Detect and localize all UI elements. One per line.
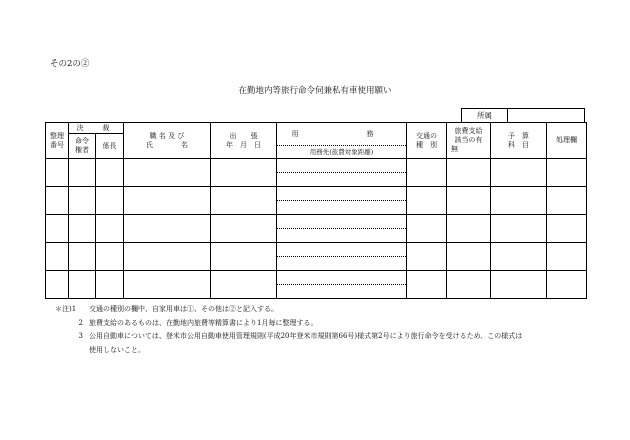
serial-cell[interactable] <box>46 271 69 299</box>
note-item <box>55 303 595 317</box>
approval-header: 決 裁 <box>69 123 124 134</box>
budget-cell[interactable] <box>491 243 547 271</box>
purpose-cell[interactable] <box>277 159 407 187</box>
purpose-header: 用 務 用務先(旅費対象距離) <box>277 123 407 159</box>
destination-field[interactable] <box>277 228 406 242</box>
chief-header: 係長 <box>96 134 124 159</box>
purpose-field[interactable] <box>277 215 406 228</box>
note-text: 旅費支給のあるものは、在勤地内旅費等精算書により1月毎に整理する。 <box>89 318 318 327</box>
trip-date-header: 出 張 年 月 日 <box>211 123 277 159</box>
note-number: ＊注)1 <box>55 305 77 313</box>
travel-expense-cell[interactable] <box>447 271 491 299</box>
commander-header: 命令 権者 <box>69 134 96 159</box>
purpose-cell[interactable] <box>277 215 407 243</box>
note-number: 2 <box>78 318 83 327</box>
commander-cell[interactable] <box>69 215 96 243</box>
form-code: その2の② <box>50 59 90 69</box>
note-text: 交通の種別の欄中、自家用車は①、その他は②と記入する。 <box>89 305 278 313</box>
serial-cell[interactable] <box>46 243 69 271</box>
budget-cell[interactable] <box>491 187 547 215</box>
chief-cell[interactable] <box>96 215 124 243</box>
trip-date-cell[interactable] <box>211 159 277 187</box>
transport-cell[interactable] <box>407 271 447 299</box>
chief-cell[interactable] <box>96 187 124 215</box>
name-header: 職 名 及 び 氏 名 <box>124 123 211 159</box>
destination-field[interactable] <box>277 200 406 214</box>
commander-cell[interactable] <box>69 271 96 299</box>
name-cell[interactable] <box>124 187 211 215</box>
destination-field[interactable] <box>277 284 406 298</box>
purpose-field[interactable] <box>277 187 406 200</box>
purpose-cell[interactable] <box>277 187 407 215</box>
transport-cell[interactable] <box>407 215 447 243</box>
note-item <box>55 317 595 331</box>
processing-cell[interactable] <box>547 159 587 187</box>
note-text: 公用自動車については、登米市公用自動車使用管理規則(平成20年登米市規則第66号)様式第2号により旅行命令を受けるため、この様式は <box>89 332 523 340</box>
commander-cell[interactable] <box>69 187 96 215</box>
processing-cell[interactable] <box>547 187 587 215</box>
commander-cell[interactable] <box>69 159 96 187</box>
name-cell[interactable] <box>124 243 211 271</box>
note-item <box>55 344 595 358</box>
processing-cell[interactable] <box>547 243 587 271</box>
note-text: 使用しないこと。 <box>89 345 145 354</box>
transport-cell[interactable] <box>407 159 447 187</box>
chief-cell[interactable] <box>96 271 124 299</box>
form-title: 在勤地内等旅行命令伺兼私有車使用願い <box>238 86 392 96</box>
travel-expense-cell[interactable] <box>447 187 491 215</box>
processing-cell[interactable] <box>547 215 587 243</box>
commander-cell[interactable] <box>69 243 96 271</box>
transport-cell[interactable] <box>407 243 447 271</box>
transport-cell[interactable] <box>407 187 447 215</box>
destination-field[interactable] <box>277 256 406 270</box>
notes <box>55 303 595 357</box>
serial-cell[interactable] <box>46 159 69 187</box>
processing-cell[interactable] <box>547 271 587 299</box>
note-number: 3 <box>78 332 83 340</box>
purpose-field[interactable] <box>277 243 406 256</box>
name-cell[interactable] <box>124 159 211 187</box>
budget-cell[interactable] <box>491 215 547 243</box>
travel-expense-cell[interactable] <box>447 159 491 187</box>
serial-cell[interactable] <box>46 187 69 215</box>
travel-expense-header: 旅費支給 該当の有 無 <box>447 123 491 159</box>
transport-header: 交通の 種 別 <box>407 123 447 159</box>
budget-cell[interactable] <box>491 271 547 299</box>
serial-cell[interactable] <box>46 215 69 243</box>
travel-order-table <box>45 122 587 299</box>
note-item <box>55 330 595 344</box>
purpose-field[interactable] <box>277 159 406 172</box>
note-number <box>55 344 89 358</box>
table-row <box>46 271 587 299</box>
header-row-1 <box>46 123 587 134</box>
purpose-field[interactable] <box>277 271 406 284</box>
travel-expense-cell[interactable] <box>447 215 491 243</box>
trip-date-cell[interactable] <box>211 215 277 243</box>
destination-field[interactable] <box>277 172 406 186</box>
table-row <box>46 159 587 187</box>
purpose-cell[interactable] <box>277 243 407 271</box>
travel-expense-cell[interactable] <box>447 243 491 271</box>
affiliation-label: 所属 <box>462 109 508 122</box>
trip-date-cell[interactable] <box>211 271 277 299</box>
chief-cell[interactable] <box>96 243 124 271</box>
serial-header: 整理 番号 <box>46 123 69 159</box>
table-row <box>46 215 587 243</box>
name-cell[interactable] <box>124 271 211 299</box>
affiliation-box <box>461 108 585 122</box>
trip-date-cell[interactable] <box>211 187 277 215</box>
budget-header: 予 算 科 目 <box>491 123 547 159</box>
chief-cell[interactable] <box>96 159 124 187</box>
table-row <box>46 187 587 215</box>
processing-header: 処理欄 <box>547 123 587 159</box>
trip-date-cell[interactable] <box>211 243 277 271</box>
table-row <box>46 243 587 271</box>
affiliation-field[interactable] <box>508 109 584 122</box>
purpose-cell[interactable] <box>277 271 407 299</box>
budget-cell[interactable] <box>491 159 547 187</box>
name-cell[interactable] <box>124 215 211 243</box>
